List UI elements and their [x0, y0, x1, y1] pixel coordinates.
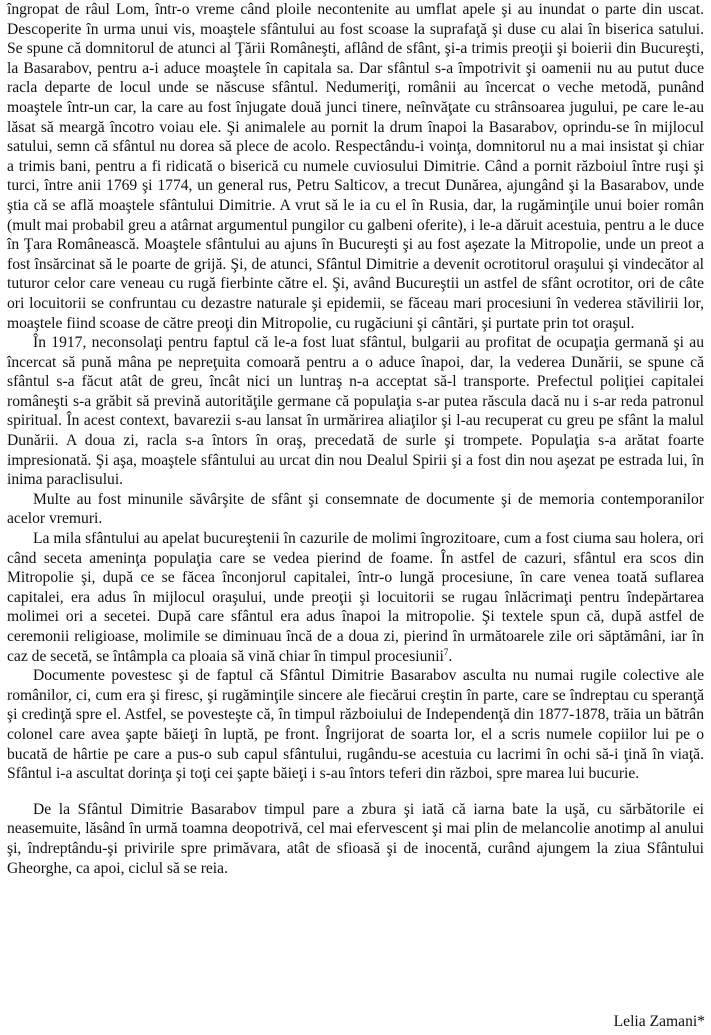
footnote-reference: 7 — [443, 646, 449, 657]
paragraph-3: Multe au fost minunile săvârşite de sfânt şi consemnate de documente şi de memoria contemporanilor acelor vremuri. — [7, 490, 704, 528]
author-signature: Lelia Zamani* — [613, 1013, 705, 1030]
paragraph-6: De la Sfântul Dimitrie Basarabov timpul pare a zbura şi iată că iarna bate la uşă, cu sărbătorile ei neasemuite, lăsând în urmă toamna deopotrivă, cel mai efervescent şi mai plin de melancolie anotimp al anului şi, îndreptându-şi privirile spre primăvara, atât de sfioasă şi de inocentă, curând ajungem la ziua Sfântului Gheorghe, ca apoi, ciclul să se reia. — [7, 800, 704, 877]
paragraph-4 — [7, 529, 704, 666]
paragraph-2: În 1917, neconsolaţi pentru faptul că le-a fost luat sfântul, bulgarii au profitat de ocupaţia germană şi au încercat să pună mâna pe nepreţuita comoară pentru a o aduce înapoi, dar, la vederea Dunării, se spune că sfântul s-a făcut atât de greu, încât nici un luntraş n-a acceptat să-l transporte. Prefectul poliţiei capitalei româneşti s-a grăbit să prevină autorităţile germane că populaţia s-ar putea răscula dacă nu i s-ar reda patronul spiritual. În acest context, bavarezii s-au lansat în urmărirea aliaţilor şi l-au recuperat cu greu pe sfânt la malul Dunării. A doua zi, racla s-a întors în oraş, precedată de surle şi trompete. Populaţia s-a arătat foarte impresionată. Şi aşa, moaştele sfântului au urcat din nou Dealul Spirii şi a fost din nou aşezat pe estrada lui, în inima paraclisului. — [7, 334, 704, 489]
paragraph-4-text: La mila sfântului au apelat bucureştenii în cazurile de molimi îngrozitoare, cum a fost ciuma sau holera, ori când seceta ameninţa populaţia care se vedea pierind de foame. În astfel de cazuri, sfântul era scos din Mitropolie şi, după ce se făcea înconjorul capitalei, într-o lungă procesiune, în care venea toată suflarea capitalei, era adus în mijlocul oraşului, unde preoţii şi locuitorii se rugau înlăcrimaţi pentru îndepărtarea molimei ori a secetei. După care sfântul era adus înapoi la mitropolie. Şi textele spun că, după astfel de ceremonii religioase, molimile se diminuau încă de a doua zi, pierind în următoarele zile ori săptămâni, iar în caz de secetă, se întâmpla ca ploaia să vină chiar în timpul procesiunii — [7, 530, 704, 665]
paragraph-1: îngropat de râul Lom, într-o vreme când ploile necontenite au umflat apele şi au inundat o parte din uscat. Descoperite în urma unui vis, moaştele sfântului au fost scoase la suprafaţă şi duse cu alai în biserica satului. Se spune că domnitorul de atunci al Ţării Româneşti, aflând de sfânt, şi-a trimis preoţii şi boierii din Bucureşti, la Basarabov, pentru a-i aduce moaştele în capitala sa. Dar sfântul s-a împotrivit şi oamenii nu au putut duce racla departe de locul unde se născuse sfântul. Nedumeriţi, românii au încercat o veche metodă, punând moaştele într-un car, la care au fost înjugate două junci tinere, neînvăţate cu strânsoarea jugului, pe care le-au lăsat să meargă încotro voiau ele. Şi animalele au pornit la drum înapoi la Basarabov, oprindu-se în mijlocul satului, semn că sfântul nu dorea să plece de acolo. Respectându-i voinţa, domnitorul nu a mai insistat şi chiar a trimis bani, pentru a fi ridicată o biserică cu numele cuviosului Dimitrie. Când a pornit războiul între ruşi şi turci, între anii 1769 şi 1774, un general rus, Petru Salticov, a trecut Dunărea, ajungând şi la Basarabov, unde ştia că se află moaştele sfântului Dimitrie. A vrut să le ia cu el în Rusia, dar, la rugăminţile unui boier român (mult mai probabil greu a atârnat argumentul pungilor cu galbeni oferite), i le-a dăruit acestuia, pentru a le duce în Ţara Românească. Moaştele sfântului au ajuns în Bucureşti şi au fost aşezate la Mitropolie, unde un preot a fost însărcinat să le poarte de grijă. Şi, de atunci, Sfântul Dimitrie a devenit ocrotitorul oraşului şi vindecător al tuturor celor care veneau cu rugă fierbinte către el. Şi, având Bucureştii un astfel de sfânt ocrotitor, ori de câte ori locuitorii se confruntau cu dezastre naturale şi epidemii, se făceau mari procesiuni în vederea stăvilirii lor, moaştele fiind scoase de către preoţi din Mitropolie, cu rugăciuni şi cântări, şi purtate prin tot oraşul. — [7, 1, 704, 332]
article-body — [7, 0, 704, 878]
paragraph-5: Documente povestesc şi de faptul că Sfântul Dimitrie Basarabov asculta nu numai rugile colective ale românilor, ci, cum era şi firesc, şi rugăminţile sincere ale fiecărui creştin în parte, care se îndreptau cu speranţă şi credinţă spre el. Astfel, se povesteşte că, în timpul războiului de Independenţă din 1877-1878, trăia un bătrân colonel care avea şapte băieţi în luptă, pe front. Îngrijorat de soarta lor, el a scris numele copiilor lui pe o bucată de hârtie pe care a pus-o sub capul sfântului, rugându-se acestuia cu lacrimi în ochi să-i ţină în viaţă. Sfântul i-a ascultat dorinţa şi toţi cei şapte băieţi i s-au întors teferi din război, spre marea lui bucurie. — [7, 667, 704, 783]
paragraph-4-end: . — [448, 647, 453, 665]
paragraph-gap — [7, 784, 704, 800]
